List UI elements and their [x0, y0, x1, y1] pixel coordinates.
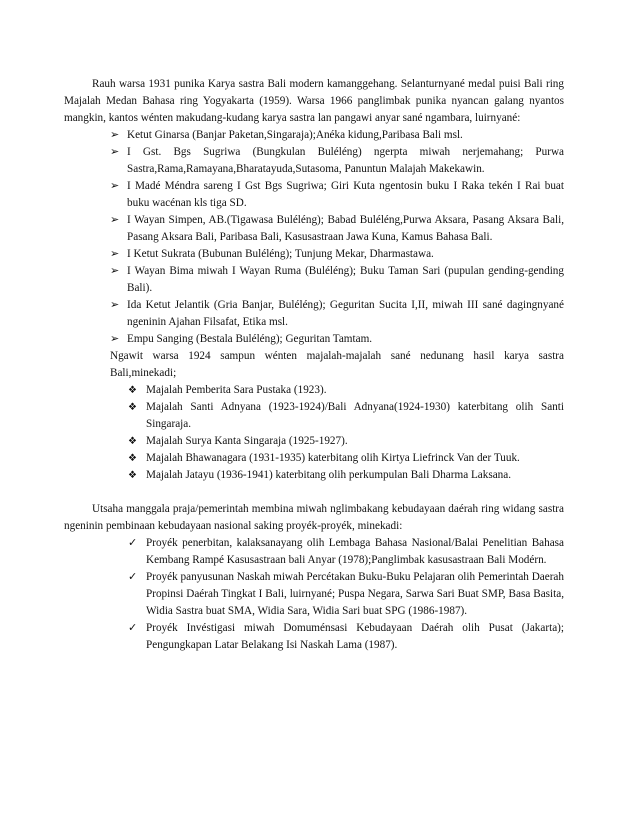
list-item: ❖ Majalah Surya Kanta Singaraja (1925-1927). — [64, 433, 564, 450]
list-item: ➢ I Gst. Bgs Sugriwa (Bungkulan Buléléng) ngerpta miwah nerjemahang; Purwa Sastra,Rama,Ramayana,Bharatayuda,Sutasoma, Panuntun Malajah Makekawin. — [110, 146, 564, 175]
list-item: ❖ Majalah Pemberita Sara Pustaka (1923). — [64, 382, 564, 399]
list-item: ➢ Ida Ketut Jelantik (Gria Banjar, Buléléng); Geguritan Sucita I,II, miwah III sané dagingnyané ngeninin Ajahan Filsafat, Etika msl. — [110, 299, 564, 328]
magazine-list — [64, 382, 564, 484]
paragraph-spacer — [64, 484, 564, 501]
document-page — [64, 76, 564, 654]
arrow-bullet-icon: ➢ — [110, 146, 120, 158]
paragraph-intro: Rauh warsa 1931 punika Karya sastra Bali modern kamanggehang. Selanturnyané medal puisi Bali ring Majalah Medan Bahasa ring Yogyakarta (1959). Warsa 1966 panglimbak punika nyancan galang nyantos mangkin, kantos wénten makudang-kudang karya sastra lan pangawi anyar sané ngambara, luirnyané: — [64, 78, 564, 124]
arrow-bullet-icon: ➢ — [110, 299, 120, 311]
author-list — [64, 127, 564, 348]
paragraph-magazines: Ngawit warsa 1924 sampun wénten majalah-majalah sané nedunang hasil karya sastra Bali,minekadi; — [110, 350, 564, 379]
arrow-bullet-icon: ➢ — [110, 214, 120, 226]
list-item: ➢ I Wayan Bima miwah I Wayan Ruma (Buléléng); Buku Taman Sari (pupulan gending-gending Bali). — [110, 265, 564, 294]
list-item: ❖ Majalah Santi Adnyana (1923-1924)/Bali Adnyana(1924-1930) katerbitang olih Santi Singaraja. — [128, 401, 564, 430]
check-bullet-icon: ✓ — [128, 537, 138, 549]
diamond-bullet-icon: ❖ — [128, 470, 137, 481]
list-item: ➢ Empu Sanging (Bestala Buléléng); Geguritan Tamtam. — [64, 331, 564, 348]
arrow-bullet-icon: ➢ — [110, 265, 120, 277]
list-item: ✓ Proyék panyusunan Naskah miwah Percétakan Buku-Buku Pelajaran olih Pemerintah Daerah Propinsi Daérah Tingkat I Bali, luirnyané; Puspa Negara, Sarwa Sari Buat SMP, Basa Basita, Widia Sastra buat SMA, Widia Sara, Widia Sari buat SPG (1986-1987). — [128, 571, 564, 617]
list-item: ❖ Majalah Bhawanagara (1931-1935) katerbitang olih Kirtya Liefrinck Van der Tuuk. — [64, 450, 564, 467]
list-item: ➢ I Wayan Simpen, AB.(Tigawasa Buléléng); Babad Buléléng,Purwa Aksara, Pasang Aksara Bali, Pasang Aksara Bali, Paribasa Bali, Kasusastraan Jawa Kuna, Kamus Bahasa Bali. — [110, 214, 564, 243]
list-item: ➢ I Madé Méndra sareng I Gst Bgs Sugriwa; Giri Kuta ngentosin buku I Raka tekén I Rai buat buku wacénan kls tiga SD. — [110, 180, 564, 209]
check-bullet-icon: ✓ — [128, 622, 138, 634]
diamond-bullet-icon: ❖ — [128, 385, 137, 396]
arrow-bullet-icon: ➢ — [110, 248, 120, 260]
arrow-bullet-icon: ➢ — [110, 333, 120, 345]
list-item: ➢ Ketut Ginarsa (Banjar Paketan,Singaraja);Anéka kidung,Paribasa Bali msl. — [64, 127, 564, 144]
project-list — [64, 535, 564, 654]
check-bullet-icon: ✓ — [128, 571, 138, 583]
list-item: ❖ Majalah Jatayu (1936-1941) katerbitang olih perkumpulan Bali Dharma Laksana. — [64, 467, 564, 484]
diamond-bullet-icon: ❖ — [128, 402, 137, 413]
paragraph-government: Utsaha manggala praja/pemerintah membina miwah nglimbakang kebudayaan daérah ring widang sastra ngeninin pembinaan kebudayaan nasional saking proyék-proyék, minekadi: — [64, 503, 564, 532]
list-item: ✓ Proyék Invéstigasi miwah Domuménsasi Kebudayaan Daérah olih Pusat (Jakarta); Pengungkapan Latar Belakang Isi Naskah Lama (1987). — [128, 622, 564, 651]
list-item: ✓ Proyék penerbitan, kalaksanayang olih Lembaga Bahasa Nasional/Balai Penelitian Bahasa Kembang Rampé Kasusastraan bali Anyar (1978);Panglimbak kasusastraan Bali Modérn. — [128, 537, 564, 566]
diamond-bullet-icon: ❖ — [128, 436, 137, 447]
list-item: ➢ I Ketut Sukrata (Bubunan Buléléng); Tunjung Mekar, Dharmastawa. — [64, 246, 564, 263]
diamond-bullet-icon: ❖ — [128, 453, 137, 464]
arrow-bullet-icon: ➢ — [110, 129, 120, 141]
arrow-bullet-icon: ➢ — [110, 180, 120, 192]
